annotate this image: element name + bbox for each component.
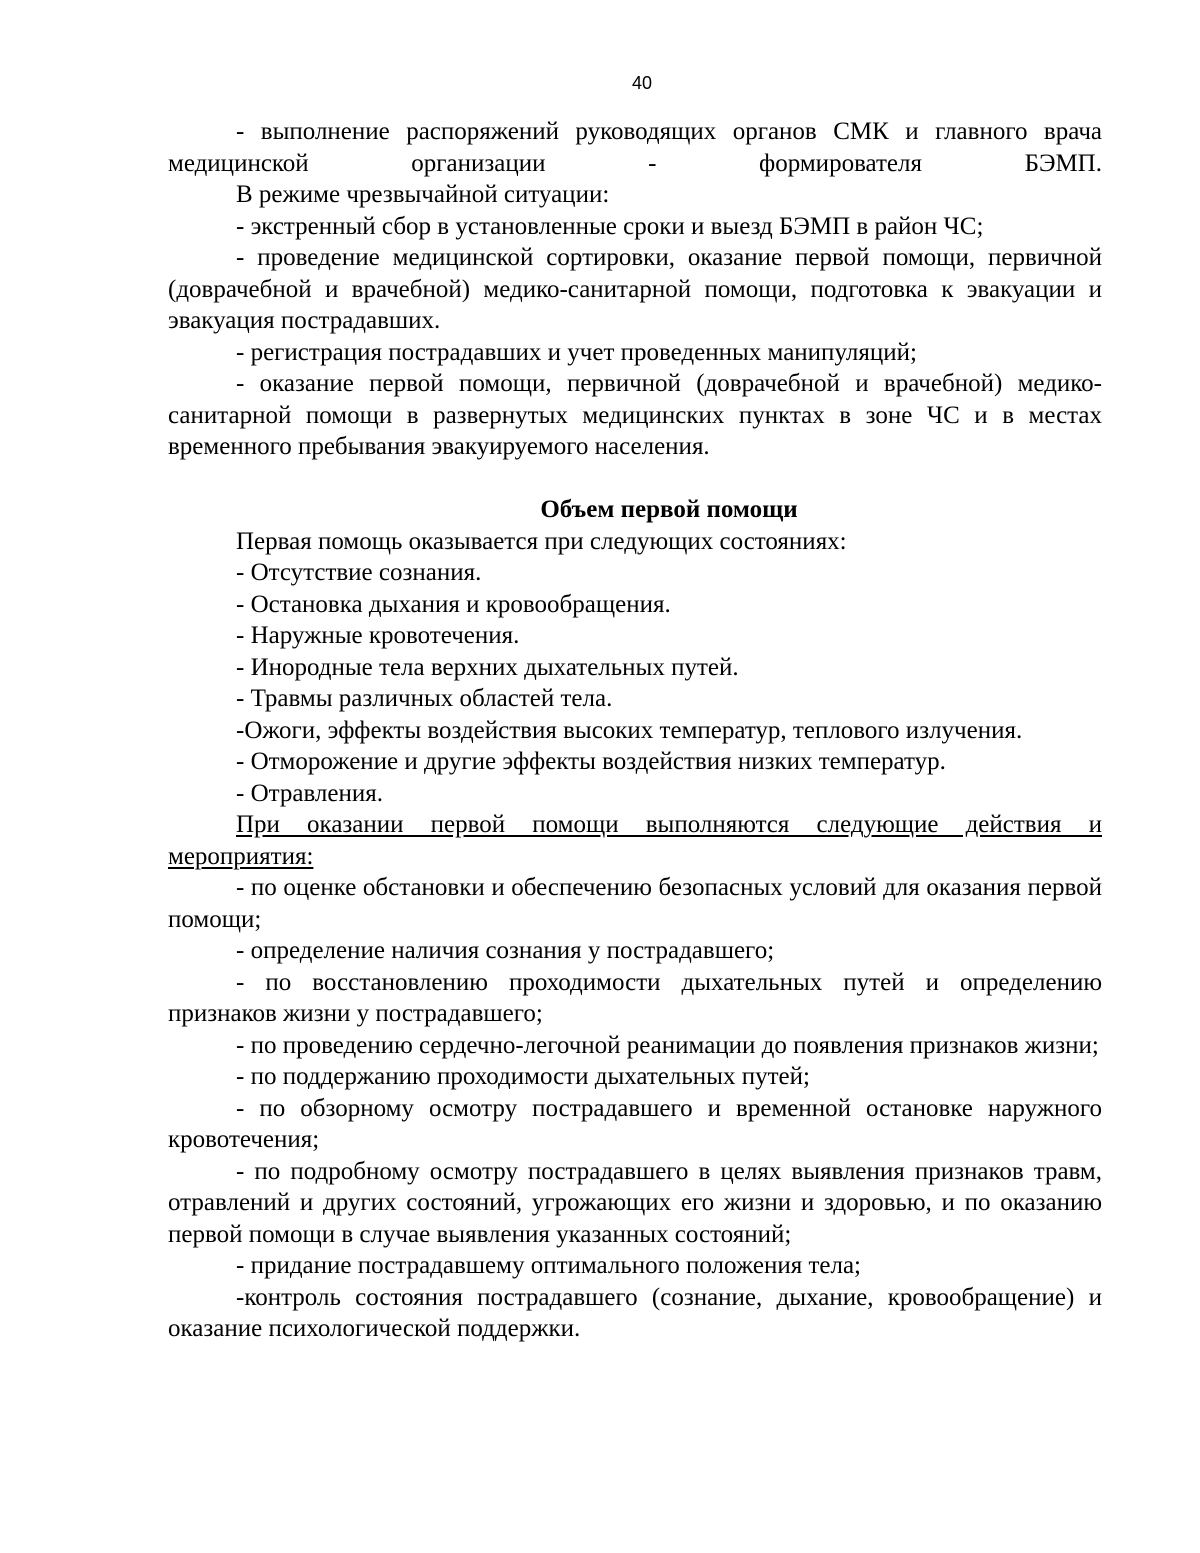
action-item: - по подробному осмотру пострадавшего в целях выявления признаков травм, отравлений и других состояний, угрожающих его жизни и здоровью, и по оказанию первой помощи в случае выявления указанных состояний; xyxy=(168,1157,1102,1248)
paragraph: - оказание первой помощи, первичной (доврачебной и врачебной) медико-санитарной помощи в развернутых медицинских пунктах в зоне ЧС и в местах временного пребывания эвакуируемого населения. xyxy=(168,370,1102,460)
condition-item: -Ожоги, эффекты воздействия высоких температур, теплового излучения. xyxy=(236,716,1023,744)
action-item: - по оценке обстановки и обеспечению безопасных условий для оказания первой помощи; xyxy=(168,874,1102,933)
action-item: - по поддержанию проходимости дыхательных путей; xyxy=(236,1063,810,1090)
condition-item: - Отморожение и другие эффекты воздействия низких температур. xyxy=(236,748,946,775)
condition-item: - Инородные тела верхних дыхательных путей. xyxy=(236,653,739,681)
paragraph: - выполнение распоряжений руководящих органов СМК и главного врача медицинской организации - формирователя БЭМП. xyxy=(168,118,1102,177)
action-item: - определение наличия сознания у пострадавшего; xyxy=(236,937,775,964)
paragraph: - экстренный сбор в установленные сроки и выезд БЭМП в район ЧС; xyxy=(236,212,984,240)
action-item: - по восстановлению проходимости дыхательных путей и определению признаков жизни у пострадавшего; xyxy=(168,968,1102,1027)
action-item: - придание пострадавшему оптимального положения тела; xyxy=(236,1252,861,1279)
paragraph: - регистрация пострадавших и учет проведенных манипуляций; xyxy=(236,338,917,366)
condition-item: - Остановка дыхания и кровообращения. xyxy=(236,590,671,618)
paragraph: - проведение медицинской сортировки, оказание первой помощи, первичной (доврачебной и врачебной) медико-санитарной помощи, подготовка к эвакуации и эвакуация пострадавших. xyxy=(168,244,1102,334)
condition-item: - Отравления. xyxy=(236,779,384,807)
action-item: - по обзорному осмотру пострадавшего и временной остановке наружного кровотечения; xyxy=(168,1094,1102,1153)
action-item: - по проведению сердечно-легочной реанимации до появления признаков жизни; xyxy=(236,1031,1099,1059)
spacer xyxy=(168,463,1102,495)
page-number: 40 xyxy=(631,73,653,93)
action-item: -контроль состояния пострадавшего (сознание, дыхание, кровообращение) и оказание психологической поддержки. xyxy=(168,1283,1102,1342)
condition-item: - Наружные кровотечения. xyxy=(236,622,520,649)
condition-item: - Травмы различных областей тела. xyxy=(236,685,613,712)
body-text xyxy=(168,116,1102,1345)
section-heading: Объем первой помощи xyxy=(540,496,798,523)
condition-item: - Отсутствие сознания. xyxy=(236,559,482,586)
paragraph: В режиме чрезвычайной ситуации: xyxy=(236,181,610,208)
actions-intro: При оказании первой помощи выполняются следующие действия и мероприятия: xyxy=(168,811,1102,870)
intro-paragraph: Первая помощь оказывается при следующих состояниях: xyxy=(236,527,847,555)
